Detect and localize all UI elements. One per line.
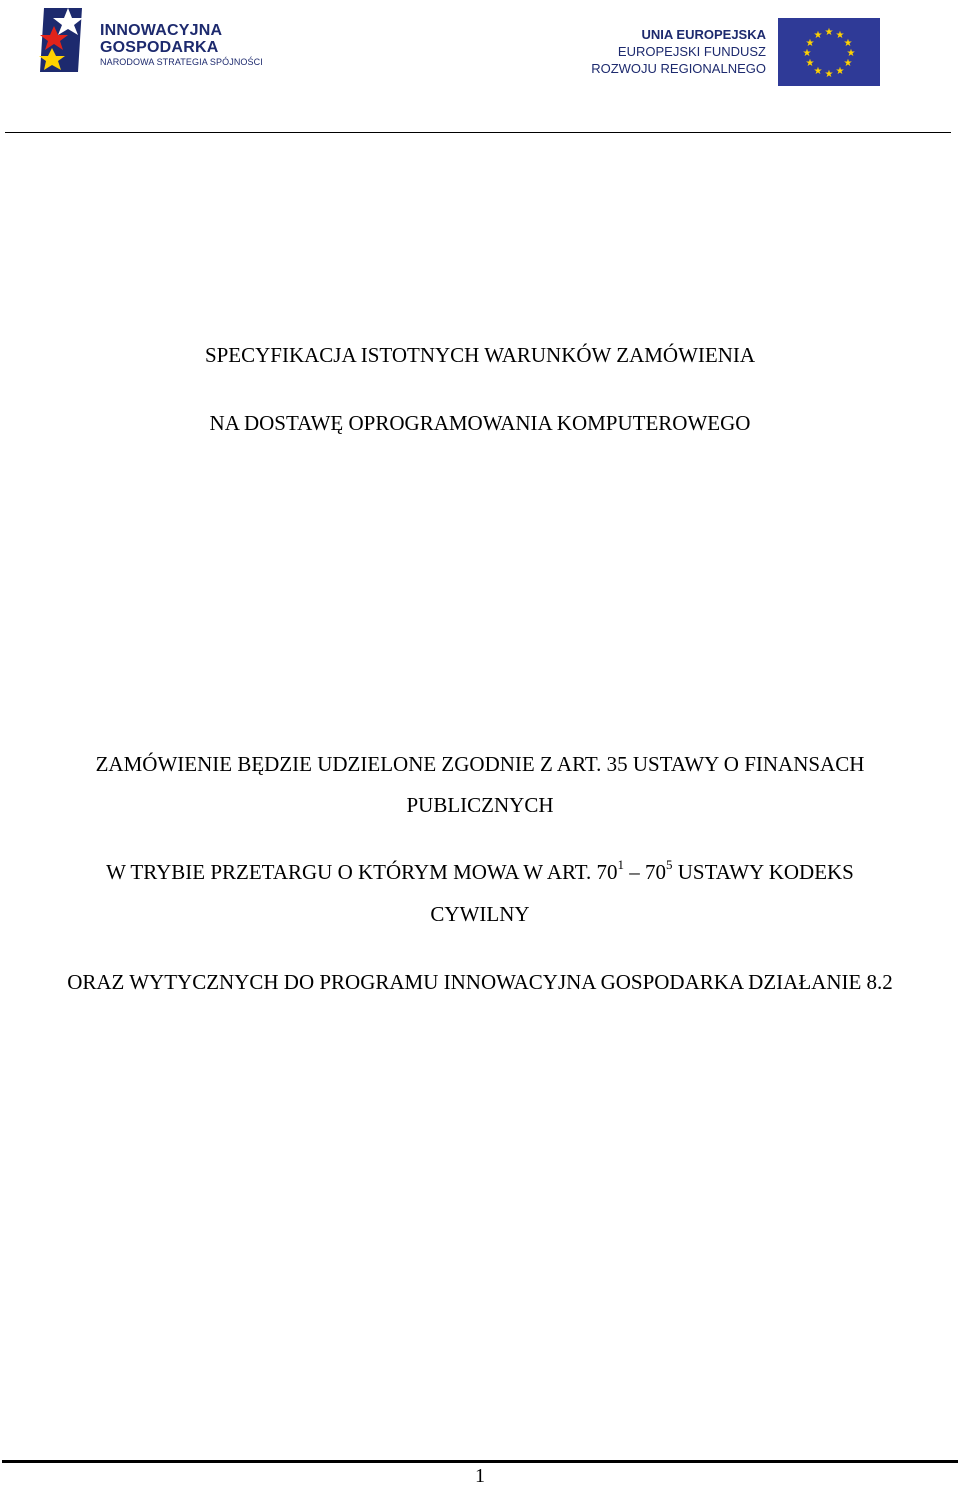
logo-left-line3: NARODOWA STRATEGIA SPÓJNOŚCI [100,57,263,67]
page-number: 1 [475,1465,485,1487]
logo-left-line2: GOSPODARKA [100,39,219,56]
title-line-2: NA DOSTAWĘ OPROGRAMOWANIA KOMPUTEROWEGO [209,411,751,435]
svg-text:★: ★ [843,58,853,69]
star-mark-icon [38,4,86,74]
svg-text:★: ★ [824,27,834,38]
tender-mode-line-2: CYWILNY [430,902,530,926]
innowacyjna-gospodarka-logo [38,4,268,76]
legal-basis-line-2: PUBLICZNYCH [406,793,554,817]
tender-mode-sup-1: 1 [617,857,625,872]
svg-text:★: ★ [813,66,823,77]
guidelines-line: ORAZ WYTYCZNYCH DO PROGRAMU INNOWACYJNA GOSPODARKA DZIAŁANIE 8.2 [67,970,893,994]
svg-text:★: ★ [802,48,812,59]
eu-logo-line3: ROZWOJU REGIONALNEGO [591,61,766,76]
header-logos [0,0,960,110]
eu-flag-icon [778,18,880,86]
tender-mode-text-c: USTAWY KODEKS [672,860,854,884]
svg-text:★: ★ [843,38,853,49]
eu-logo [588,18,880,88]
eu-logo-text [591,26,766,77]
svg-text:★: ★ [813,30,823,41]
tender-mode-text-a: W TRYBIE PRZETARGU O KTÓRYM MOWA W ART. 70 [106,860,618,884]
header-divider [5,132,951,133]
footer-divider [2,1460,958,1463]
svg-text:★: ★ [846,48,856,59]
svg-text:★: ★ [805,38,815,49]
eu-logo-line1: UNIA EUROPEJSKA [641,27,766,42]
tender-mode-sup-2: 5 [666,857,673,872]
tender-mode-line-1 [0,857,960,884]
tender-mode-text-b: – 70 [624,860,667,884]
svg-text:★: ★ [835,30,845,41]
svg-text:★: ★ [835,66,845,77]
logo-left-line1: INNOWACYJNA [100,22,223,39]
title-line-1: SPECYFIKACJA ISTOTNYCH WARUNKÓW ZAMÓWIENIA [204,343,756,367]
svg-text:★: ★ [824,69,834,80]
eu-logo-line2: EUROPEJSKI FUNDUSZ [617,44,766,59]
svg-text:★: ★ [805,58,815,69]
legal-basis-line-1: ZAMÓWIENIE BĘDZIE UDZIELONE ZGODNIE Z ART. 35 USTAWY O FINANSACH [95,752,865,776]
innowacyjna-gospodarka-text [100,22,263,68]
